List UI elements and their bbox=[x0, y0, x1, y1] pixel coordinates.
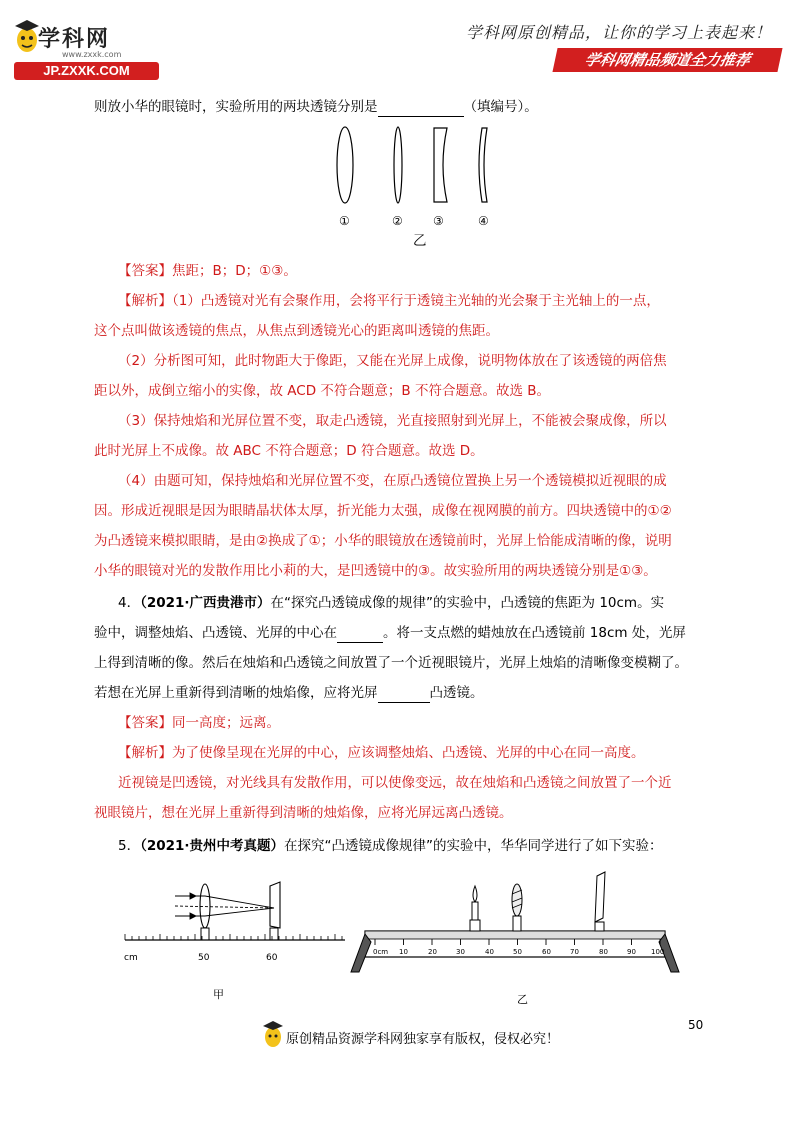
tick-label: 50 bbox=[198, 953, 210, 963]
convex-lens bbox=[200, 884, 210, 928]
bench-tick-label: 40 bbox=[485, 948, 494, 956]
tick-label: 60 bbox=[266, 953, 278, 963]
site-logo bbox=[14, 14, 159, 78]
analysis-line: 【解析】为了使像呈现在光屏的中心，应该调整烛焰、凸透镜、光屏的中心在同一高度。 bbox=[118, 745, 645, 761]
figure-caption: 乙 bbox=[413, 233, 427, 249]
bench-tick-label: 30 bbox=[456, 948, 465, 956]
analysis-line: （2）分析图可知，此时物距大于像距，又能在光屏上成像，说明物体放在了该透镜的两倍焦 bbox=[118, 353, 667, 369]
figure-yi-optical-bench bbox=[345, 868, 690, 978]
logo-small-url: www.zxxk.com bbox=[62, 50, 122, 59]
analysis-line: 【解析】（1）凸透镜对光有会聚作用，会将平行于透镜主光轴的光会聚于主光轴上的一点， bbox=[118, 293, 660, 309]
question-text: 验中，调整烛焰、凸透镜、光屏的中心在 bbox=[94, 625, 337, 641]
bench-ticks bbox=[375, 939, 660, 945]
bench-tick-label: 0cm bbox=[373, 948, 389, 956]
question-text: （填编号）。 bbox=[463, 99, 538, 115]
question-text: 凸透镜。 bbox=[429, 685, 484, 701]
lens-label: ② bbox=[392, 214, 403, 228]
analysis-line: 为凸透镜来模拟眼睛，是由②换成了①；小华的眼镜放在透镜前时，光屏上恰能成清晰的像，说明 bbox=[94, 533, 672, 549]
lens-1-convex bbox=[337, 127, 353, 203]
figure-caption: 乙 bbox=[517, 993, 528, 1006]
question-text: 则放小华的眼镜时，实验所用的两块透镜分别是 bbox=[94, 99, 378, 115]
bench-tick-label: 100 bbox=[651, 948, 665, 956]
convex-lens-on-bench bbox=[512, 884, 522, 931]
logo-name: 学科网 bbox=[38, 27, 111, 52]
lens-label: ④ bbox=[478, 214, 489, 228]
lens-label: ③ bbox=[433, 214, 444, 228]
question-4-line bbox=[118, 594, 664, 613]
bench-tick-label: 50 bbox=[513, 948, 522, 956]
logo-url: JP.ZXXK.COM bbox=[14, 62, 159, 80]
lens-4-concave-thin bbox=[479, 128, 487, 202]
analysis-line: （4）由题可知，保持烛焰和光屏位置不变，在原凸透镜位置换上另一个透镜模拟近视眼的成 bbox=[118, 473, 667, 489]
analysis-line: 因。形成近视眼是因为眼睛晶状体太厚，折光能力太强，成像在视网膜的前方。四块透镜中的①② bbox=[94, 503, 672, 519]
question-source: （2021·广西贵港市） bbox=[140, 595, 271, 611]
question-text: 在“探究凸透镜成像的规律”的实验中，凸透镜的焦距为 10cm。实 bbox=[270, 595, 665, 611]
answer-blank bbox=[337, 628, 383, 643]
question-5-line bbox=[118, 837, 663, 856]
question-number: 4． bbox=[118, 595, 141, 611]
lens-label: ① bbox=[339, 214, 350, 228]
question-4-line bbox=[94, 624, 686, 643]
header-banner: 学科网精品频道全力推荐 bbox=[552, 48, 782, 72]
header-slogan: 学科网原创精品，让你的学习上表起来！ bbox=[465, 23, 772, 42]
answer: 【答案】焦距；B；D；①③。 bbox=[118, 263, 297, 279]
question-4-line: 上得到清晰的像。然后在烛焰和凸透镜之间放置了一个近视眼镜片，光屏上烛焰的清晰像变模糊了。 bbox=[94, 655, 688, 671]
question-3-tail bbox=[94, 98, 538, 117]
footer-copyright: 原创精品资源学科网独家享有版权，侵权必究！ bbox=[286, 1032, 560, 1047]
lens-2-convex-thin bbox=[394, 127, 402, 203]
graduate-mascot-icon bbox=[14, 16, 40, 56]
candle bbox=[470, 886, 480, 931]
analysis-line: 小华的眼镜对光的发散作用比小莉的大，是凹透镜中的③。故实验所用的两块透镜分别是①③。 bbox=[94, 563, 657, 579]
page-number: 50 bbox=[688, 1018, 704, 1032]
analysis-line: 距以外，成倒立缩小的实像，故 ACD 不符合题意；B 不符合题意。故选 B。 bbox=[94, 383, 551, 399]
answer-blank bbox=[378, 688, 430, 703]
analysis-line: 此时光屏上不成像。故 ABC 不符合题意；D 符合题意。故选 D。 bbox=[94, 443, 484, 459]
bench-tick-label: 90 bbox=[627, 948, 636, 956]
graduate-mascot-icon bbox=[262, 1018, 284, 1050]
question-number: 5． bbox=[118, 838, 141, 854]
bench-tick-label: 60 bbox=[542, 948, 551, 956]
figure-jia bbox=[120, 868, 350, 978]
bench-tick-label: 10 bbox=[399, 948, 408, 956]
lens-3-concave bbox=[434, 128, 447, 202]
bench-tick-label: 20 bbox=[428, 948, 437, 956]
analysis-line: 近视镜是凹透镜，对光线具有发散作用，可以使像变远，故在烛焰和凸透镜之间放置了一个近 bbox=[118, 775, 672, 791]
lens-figure bbox=[320, 120, 510, 230]
question-text: 在探究“凸透镜成像规律”的实验中，华华同学进行了如下实验： bbox=[284, 838, 663, 854]
analysis-line: （3）保持烛焰和光屏位置不变，取走凸透镜，光直接照射到光屏上，不能被会聚成像，所以 bbox=[118, 413, 667, 429]
figure-caption: 甲 bbox=[213, 988, 224, 1001]
question-source: （2021·贵州中考真题） bbox=[140, 838, 285, 854]
analysis-line: 这个点叫做该透镜的焦点，从焦点到透镜光心的距离叫透镜的焦距。 bbox=[94, 323, 499, 339]
jia-ticks bbox=[125, 934, 342, 940]
analysis-line: 视眼镜片，想在光屏上重新得到清晰的烛焰像，应将光屏远离凸透镜。 bbox=[94, 805, 513, 821]
question-text: 若想在光屏上重新得到清晰的烛焰像，应将光屏 bbox=[94, 685, 378, 701]
light-screen bbox=[270, 882, 280, 928]
parallel-light-rays bbox=[175, 893, 274, 919]
answer-blank bbox=[378, 102, 464, 117]
screen-on-bench bbox=[595, 872, 605, 931]
bench-tick-label: 80 bbox=[599, 948, 608, 956]
question-4-line bbox=[94, 684, 484, 703]
answer: 【答案】同一高度；远离。 bbox=[118, 715, 280, 731]
ruler-unit: cm bbox=[124, 953, 138, 963]
question-text: 。将一支点燃的蜡烛放在凸透镜前 18cm 处，光屏 bbox=[383, 625, 686, 641]
bench-tick-label: 70 bbox=[570, 948, 579, 956]
